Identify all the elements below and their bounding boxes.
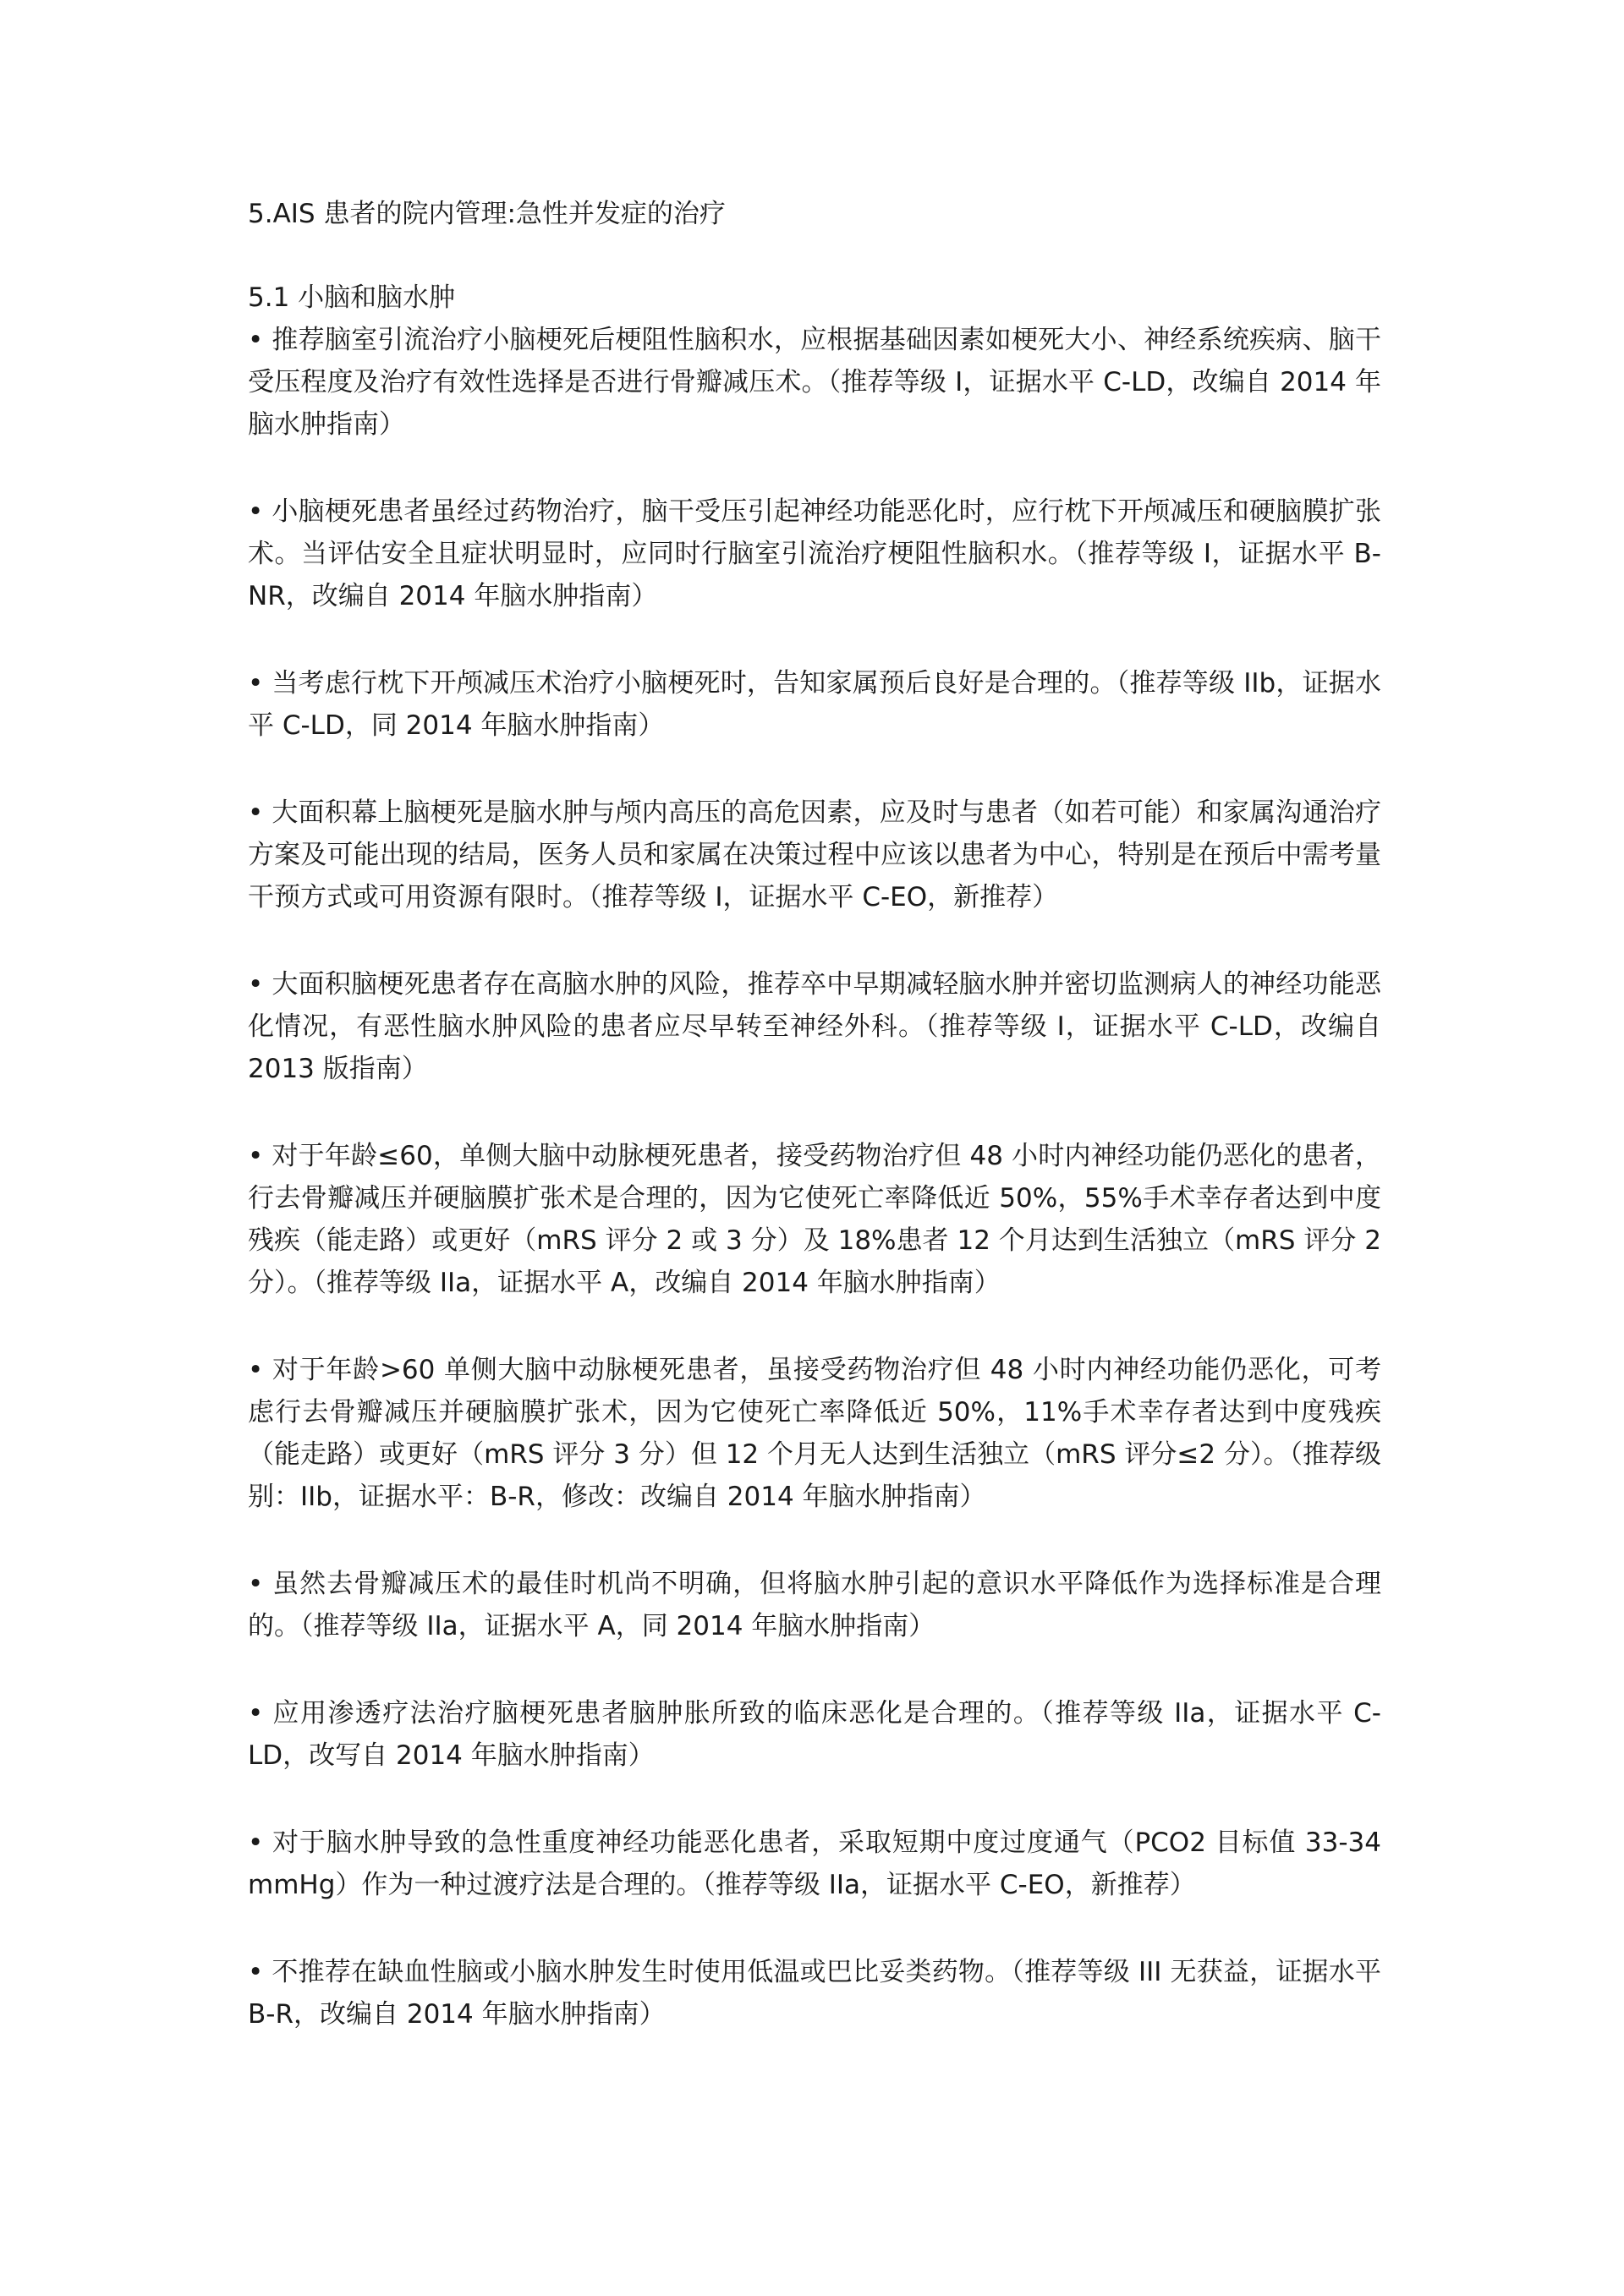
document-page (248, 193, 1381, 2036)
recommendation-paragraph: • 对于年龄>60 单侧大脑中动脉梗死患者，虽接受药物治疗但 48 小时内神经功能仍恶化，可考虑行去骨瓣减压并硬脑膜扩张术，因为它使死亡率降低近 50%，11%手术幸存者达到中度残疾（能走路）或更好（mRS 评分 3 分）但 12 个月无人达到生活独立（mRS 评分≤2 分）。（推荐级别：IIb，证据水平：B-R，修改：改编自 2014 年脑水肿指南） (248, 1355, 1381, 1512)
recommendation-paragraph: • 对于年龄≤60，单侧大脑中动脉梗死患者，接受药物治疗但 48 小时内神经功能仍恶化的患者，行去骨瓣减压并硬脑膜扩张术是合理的，因为它使死亡率降低近 50%，55%手术幸存者达到中度残疾（能走路）或更好（mRS 评分 2 或 3 分）及 18%患者 12 个月达到生活独立（mRS 评分 2 分）。（推荐等级 IIa，证据水平 A，改编自 2014 年脑水肿指南） (248, 1141, 1381, 1298)
recommendation-paragraph: • 虽然去骨瓣减压术的最佳时机尚不明确，但将脑水肿引起的意识水平降低作为选择标准是合理的。（推荐等级 IIa，证据水平 A，同 2014 年脑水肿指南） (248, 1569, 1381, 1641)
recommendation-paragraph: • 小脑梗死患者虽经过药物治疗，脑干受压引起神经功能恶化时，应行枕下开颅减压和硬脑膜扩张术。当评估安全且症状明显时，应同时行脑室引流治疗梗阻性脑积水。（推荐等级 I，证据水平 B-NR，改编自 2014 年脑水肿指南） (248, 496, 1381, 611)
document-title: 5.AIS 患者的院内管理:急性并发症的治疗 (248, 199, 726, 229)
recommendation-paragraph: • 应用渗透疗法治疗脑梗死患者脑肿胀所致的临床恶化是合理的。（推荐等级 IIa，证据水平 C-LD，改写自 2014 年脑水肿指南） (248, 1698, 1381, 1771)
recommendation-paragraph: • 大面积脑梗死患者存在高脑水肿的风险，推荐卒中早期减轻脑水肿并密切监测病人的神经功能恶化情况，有恶性脑水肿风险的患者应尽早转至神经外科。（推荐等级 I，证据水平 C-LD，改编自 2013 版指南） (248, 969, 1381, 1084)
recommendation-paragraph: • 不推荐在缺血性脑或小脑水肿发生时使用低温或巴比妥类药物。（推荐等级 III 无获益，证据水平 B-R，改编自 2014 年脑水肿指南） (248, 1957, 1381, 2030)
section-heading: 5.1 小脑和脑水肿 (248, 282, 456, 313)
recommendation-paragraph: • 对于脑水肿导致的急性重度神经功能恶化患者，采取短期中度过度通气（PCO2 目标值 33-34 mmHg）作为一种过渡疗法是合理的。（推荐等级 IIa，证据水平 C-EO，新推荐） (248, 1827, 1381, 1900)
recommendation-paragraph: • 推荐脑室引流治疗小脑梗死后梗阻性脑积水，应根据基础因素如梗死大小、神经系统疾病、脑干受压程度及治疗有效性选择是否进行骨瓣减压术。（推荐等级 I，证据水平 C-LD，改编自 2014 年脑水肿指南） (248, 325, 1381, 440)
recommendation-paragraph: • 大面积幕上脑梗死是脑水肿与颅内高压的高危因素，应及时与患者（如若可能）和家属沟通治疗方案及可能出现的结局，医务人员和家属在决策过程中应该以患者为中心，特别是在预后中需考量干预方式或可用资源有限时。（推荐等级 I，证据水平 C-EO，新推荐） (248, 797, 1381, 912)
recommendation-paragraph: • 当考虑行枕下开颅减压术治疗小脑梗死时，告知家属预后良好是合理的。（推荐等级 IIb，证据水平 C-LD，同 2014 年脑水肿指南） (248, 668, 1381, 741)
